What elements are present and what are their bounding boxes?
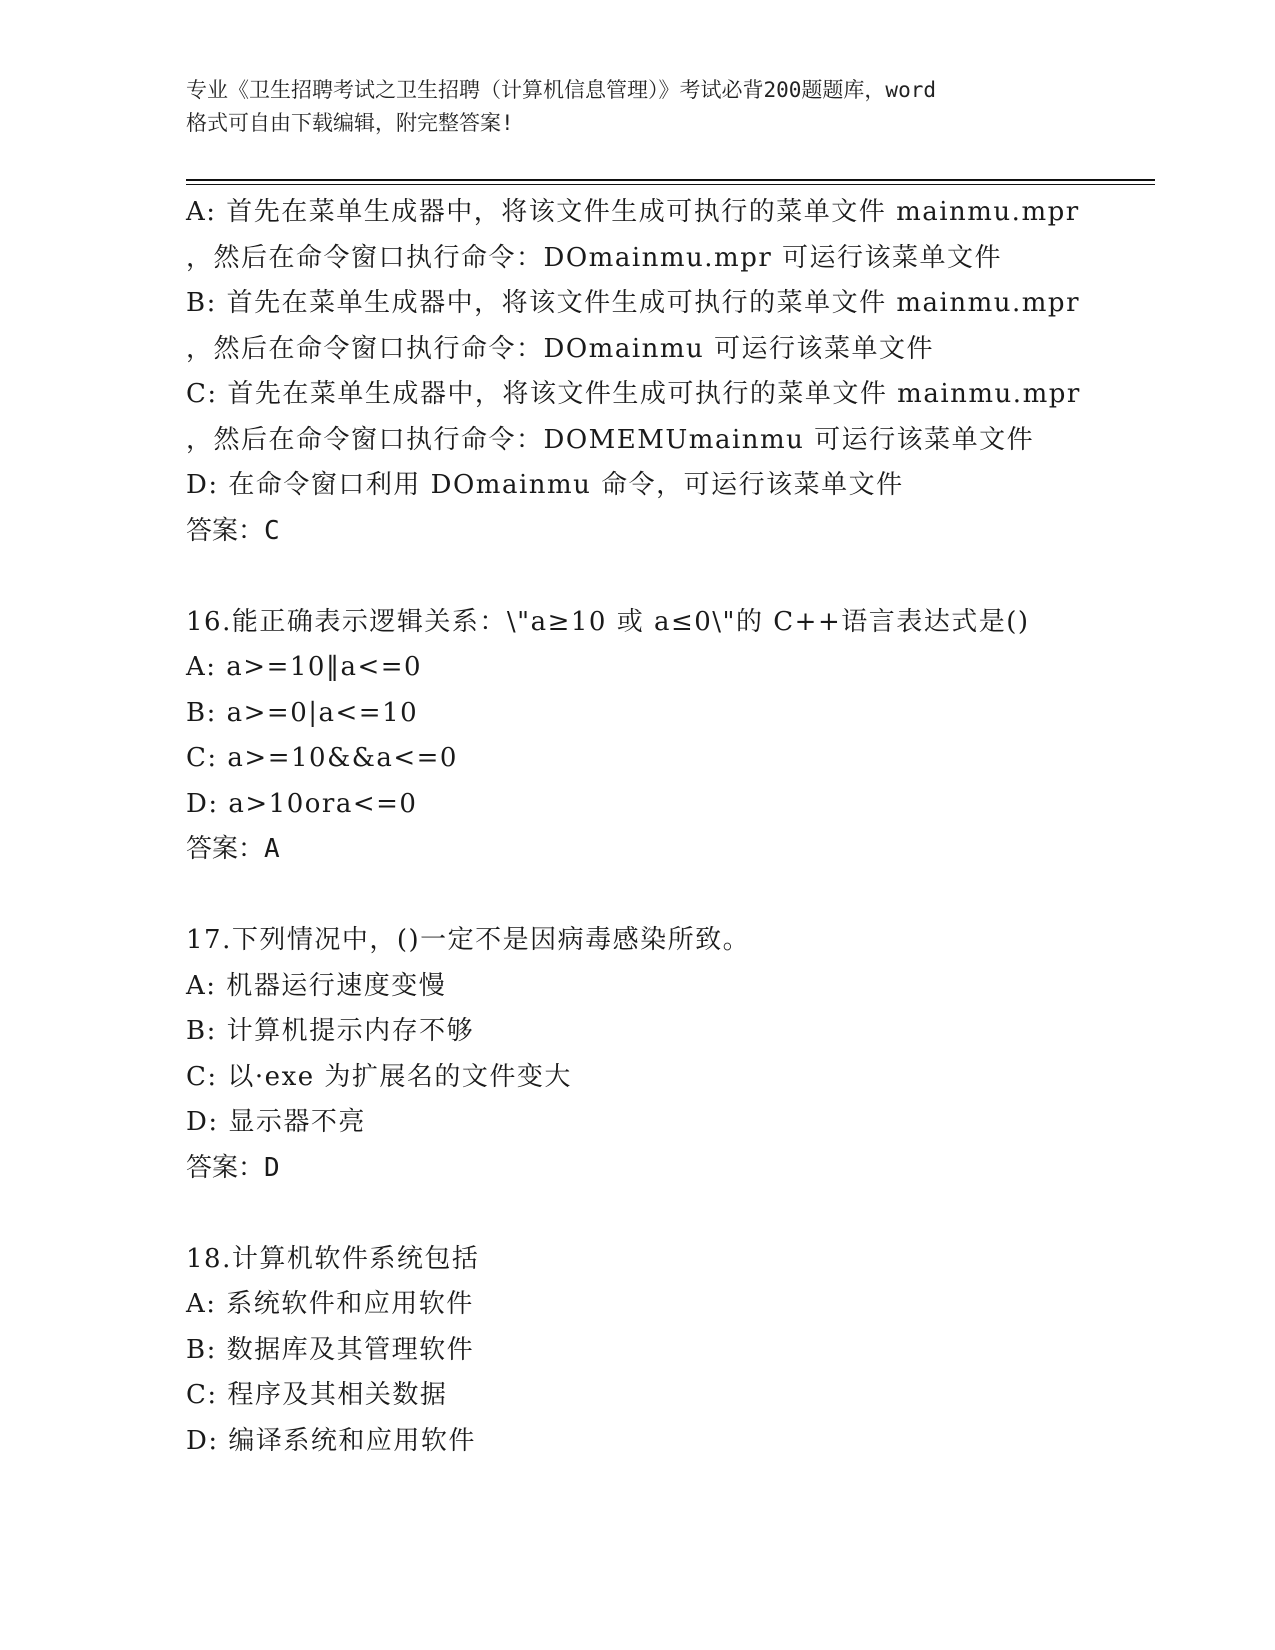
option-c: C: 以·exe 为扩展名的文件变大 <box>186 1061 572 1092</box>
answer: 答案：C <box>186 515 280 546</box>
header-line-2: 格式可自由下载编辑，附完整答案! <box>186 111 514 135</box>
spacer <box>186 554 1146 600</box>
option-b-line-1: B: 首先在菜单生成器中，将该文件生成可执行的菜单文件 mainmu.mpr <box>186 288 1081 318</box>
option-a-line-2: ，然后在命令窗口执行命令：DOmainmu.mpr 可运行该菜单文件 <box>186 242 1003 273</box>
question-text: 17.下列情况中，()一定不是因病毒感染所致。 <box>186 925 751 955</box>
option-d: D: 编译系统和应用软件 <box>186 1425 476 1456</box>
question-17 <box>186 918 1146 1191</box>
option-a: A: a>=10‖a<=0 <box>186 652 423 682</box>
option-c-line-2: ，然后在命令窗口执行命令：DOMEMUmainmu 可运行该菜单文件 <box>186 424 1035 455</box>
option-c: C: 程序及其相关数据 <box>186 1380 448 1410</box>
header-line-1: 专业《卫生招聘考试之卫生招聘（计算机信息管理）》考试必背200题题库，word <box>186 78 936 102</box>
option-b: B: a>=0|a<=10 <box>186 697 419 728</box>
question-text: 16.能正确表示逻辑关系：\"a≥10 或 a≤0\"的 C++语言表达式是() <box>186 606 1030 637</box>
option-c-line-1: C: 首先在菜单生成器中，将该文件生成可执行的菜单文件 mainmu.mpr <box>186 379 1081 409</box>
option-a-line-1: A: 首先在菜单生成器中，将该文件生成可执行的菜单文件 mainmu.mpr <box>186 197 1080 227</box>
spacer <box>186 873 1146 919</box>
answer: 答案：A <box>186 834 280 864</box>
option-c: C: a>=10&&a<=0 <box>186 743 458 773</box>
answer: 答案：D <box>186 1152 280 1183</box>
option-d: D: 显示器不亮 <box>186 1107 366 1137</box>
option-a: A: 系统软件和应用软件 <box>186 1289 474 1319</box>
header-divider-thin <box>186 184 1155 185</box>
header-divider-thick <box>186 179 1155 181</box>
question-list <box>186 190 1146 1464</box>
option-b-line-2: ，然后在命令窗口执行命令：DOmainmu 可运行该菜单文件 <box>186 333 935 364</box>
question-text: 18.计算机软件系统包括 <box>186 1243 480 1274</box>
spacer <box>186 1191 1146 1237</box>
document-header <box>186 74 1116 140</box>
option-d: D: a>10ora<=0 <box>186 788 418 819</box>
question-16 <box>186 600 1146 873</box>
option-b: B: 数据库及其管理软件 <box>186 1334 475 1365</box>
question-18 <box>186 1237 1146 1465</box>
option-b: B: 计算机提示内存不够 <box>186 1016 475 1046</box>
question-15 <box>186 190 1146 554</box>
option-d: D: 在命令窗口利用 DOmainmu 命令，可运行该菜单文件 <box>186 470 904 500</box>
option-a: A: 机器运行速度变慢 <box>186 970 447 1001</box>
